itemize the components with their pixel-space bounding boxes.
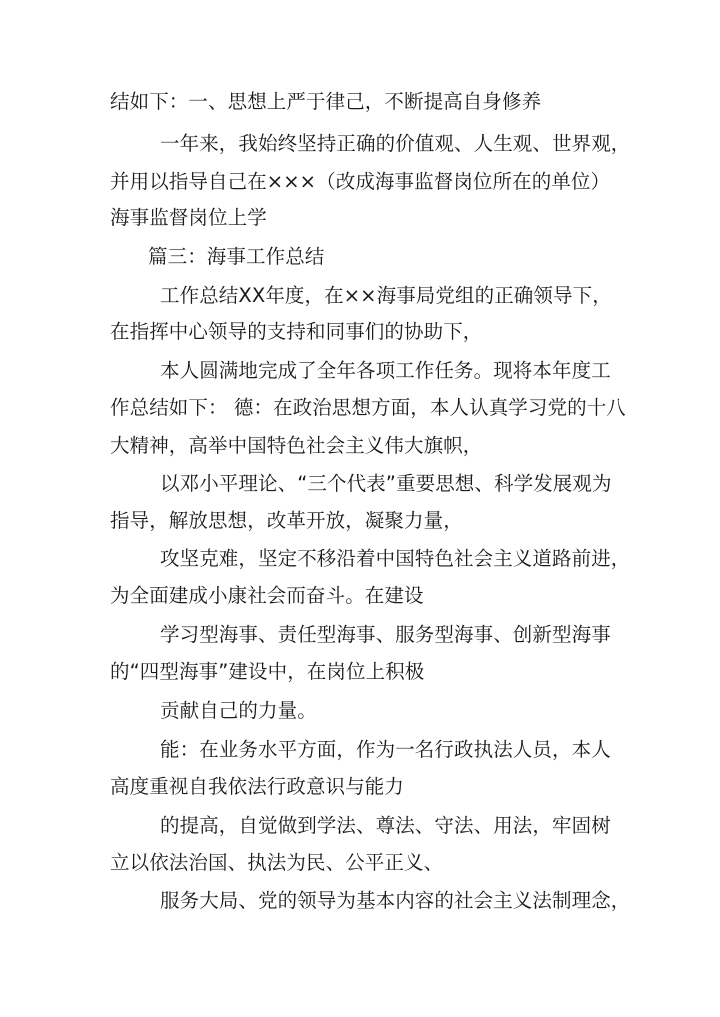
text-line-15: 学习型海事、责任型海事、服务型海事、创新型海事 — [160, 623, 611, 646]
text-line-2: 一年来，我始终坚持正确的价值观、人生观、世界观， — [160, 132, 631, 155]
text-line-4: 海事监督岗位上学 — [110, 206, 267, 229]
text-line-21: 立以依法治国、执法为民、公平正义、 — [110, 851, 444, 874]
section-heading: 篇三：海事工作总结 — [148, 245, 325, 268]
text-line-18: 能：在业务水平方面，作为一名行政执法人员，本人 — [160, 738, 611, 761]
text-line-22: 服务大局、党的领导为基本内容的社会主义法制理念， — [160, 889, 631, 912]
text-line-17: 贡献自己的力量。 — [160, 699, 317, 722]
text-line-7: 在指挥中心领导的支持和同事们的协助下， — [110, 320, 483, 343]
text-line-10: 大精神，高举中国特色社会主义伟大旗帜， — [110, 434, 483, 457]
text-line-8: 本人圆满地完成了全年各项工作任务。现将本年度工 — [160, 359, 611, 382]
text-line-14: 为全面建成小康社会而奋斗。在建设 — [110, 584, 424, 607]
text-line-1: 结如下：一、思想上严于律己，不断提高自身修养 — [110, 90, 542, 113]
text-line-13: 攻坚克难，坚定不移沿着中国特色社会主义道路前进， — [160, 547, 631, 570]
text-line-3: 并用以指导自己在×××（改成海事监督岗位所在的单位） — [110, 170, 611, 193]
text-line-20: 的提高，自觉做到学法、尊法、守法、用法，牢固树 — [160, 814, 611, 837]
text-line-6: 工作总结XX年度，在××海事局党组的正确领导下， — [160, 284, 612, 307]
text-line-19: 高度重视自我依法行政意识与能力 — [110, 775, 405, 798]
text-line-11: 以邓小平理论、“三个代表”重要思想、科学发展观为 — [160, 472, 612, 495]
text-line-9: 作总结如下： 德：在政治思想方面，本人认真学习党的十八 — [110, 396, 626, 419]
text-line-12: 指导，解放思想，改革开放，凝聚力量， — [110, 509, 463, 532]
text-line-16: 的“四型海事”建设中，在岗位上积极 — [110, 660, 425, 683]
